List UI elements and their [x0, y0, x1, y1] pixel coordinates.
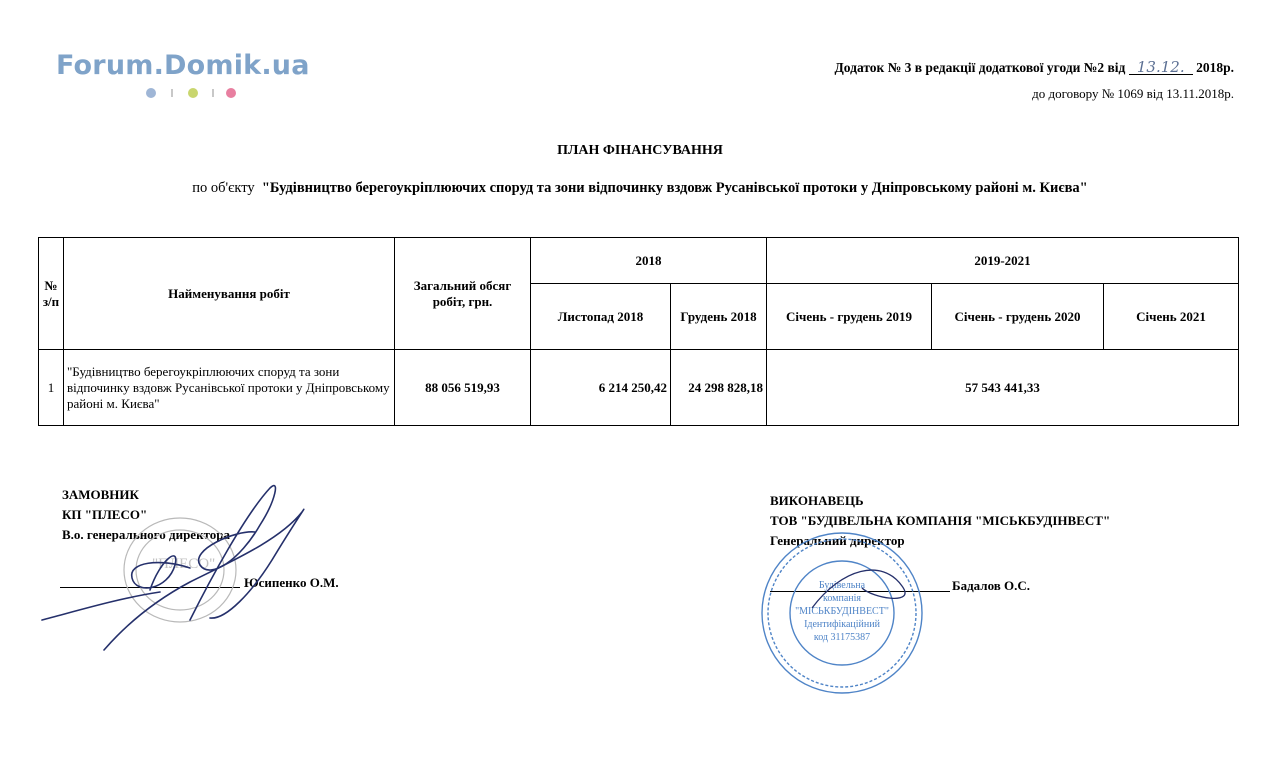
header-year-2018: 2018: [531, 238, 767, 284]
header-dec-2018: Грудень 2018: [671, 284, 767, 350]
customer-org: КП "ПЛЕСО": [62, 507, 148, 522]
contractor-seal: [752, 528, 932, 698]
contractor-signatory-name: Бадалов О.С.: [952, 578, 1031, 593]
seal-line: код 31175387: [813, 632, 871, 643]
header-jan-dec-2020: Січень - грудень 2020: [932, 284, 1104, 350]
header-number: № з/п: [39, 238, 64, 350]
contractor-org: ТОВ "БУДІВЕЛЬНА КОМПАНІЯ "МІСЬКБУДІНВЕСТ": [770, 513, 1111, 528]
contractor-role: ВИКОНАВЕЦЬ: [770, 493, 864, 508]
addendum-prefix: Додаток № 3 в редакції додаткової угоди №2 від: [834, 60, 1126, 75]
customer-signature-and-stamp: [40, 470, 340, 660]
object-name: "Будівництво берегоукріплюючих споруд та зони відпочинку вздовж Русанівської протоки у Дніпровському районі м. Києва": [261, 180, 1088, 196]
addendum-line: [834, 60, 1234, 76]
customer-faded-stamp: [124, 518, 236, 622]
header-nov-2018: Листопад 2018: [531, 284, 671, 350]
header-jan-2021: Січень 2021: [1104, 284, 1239, 350]
logo-divider: [212, 89, 214, 97]
logo-dot-green: [188, 88, 198, 98]
seal-line: "МІСЬКБУДІНВЕСТ": [795, 606, 889, 617]
header-years-2019-2021: 2019-2021: [767, 238, 1239, 284]
row-nov-2018: 6 214 250,42: [531, 350, 671, 426]
logo-dot-pink: [226, 88, 236, 98]
header-work-name: Найменування робіт: [64, 238, 395, 350]
seal-line: Будівельна: [818, 580, 866, 591]
document-title: ПЛАН ФІНАНСУВАННЯ: [557, 143, 723, 158]
row-work-name: "Будівництво берегоукріплюючих споруд та зони відпочинку вздовж Русанівської протоки у Дніпровському районі м. Києва": [64, 350, 395, 426]
row-dec-2018: 24 298 828,18: [671, 350, 767, 426]
watermark-logo: Forum.Domik.ua: [56, 50, 310, 81]
row-number: 1: [39, 350, 64, 426]
customer-signatory-name: Юсипенко О.М.: [244, 575, 339, 590]
stamp-text: "ПЛЕСО": [152, 556, 216, 572]
watermark-logo-dots: [146, 87, 246, 99]
header-total: Загальний обсяг робіт, грн.: [395, 238, 531, 350]
customer-role: ЗАМОВНИК: [62, 487, 139, 502]
row-total: 88 056 519,93: [395, 350, 531, 426]
table-header-row: [39, 238, 1239, 284]
handwritten-date: 13.12.: [1129, 60, 1193, 75]
seal-center-text: [795, 580, 889, 643]
seal-line: Ідентифікаційний: [804, 619, 880, 630]
object-prefix: по об'єкту: [192, 180, 255, 196]
addendum-suffix: 2018р.: [1196, 60, 1234, 75]
table-row: [39, 350, 1239, 426]
seal-line: компанія: [822, 593, 862, 604]
financing-table: [38, 237, 1239, 426]
logo-divider: [171, 89, 173, 97]
row-period-2019-2021: 57 543 441,33: [767, 350, 1239, 426]
logo-dot-blue: [146, 88, 156, 98]
contract-reference: до договору № 1069 від 13.11.2018р.: [1032, 86, 1234, 101]
contractor-position: Генеральний директор: [770, 533, 905, 548]
customer-position: В.о. генерального директора: [62, 527, 231, 542]
object-line: [0, 180, 1280, 197]
header-jan-dec-2019: Січень - грудень 2019: [767, 284, 932, 350]
